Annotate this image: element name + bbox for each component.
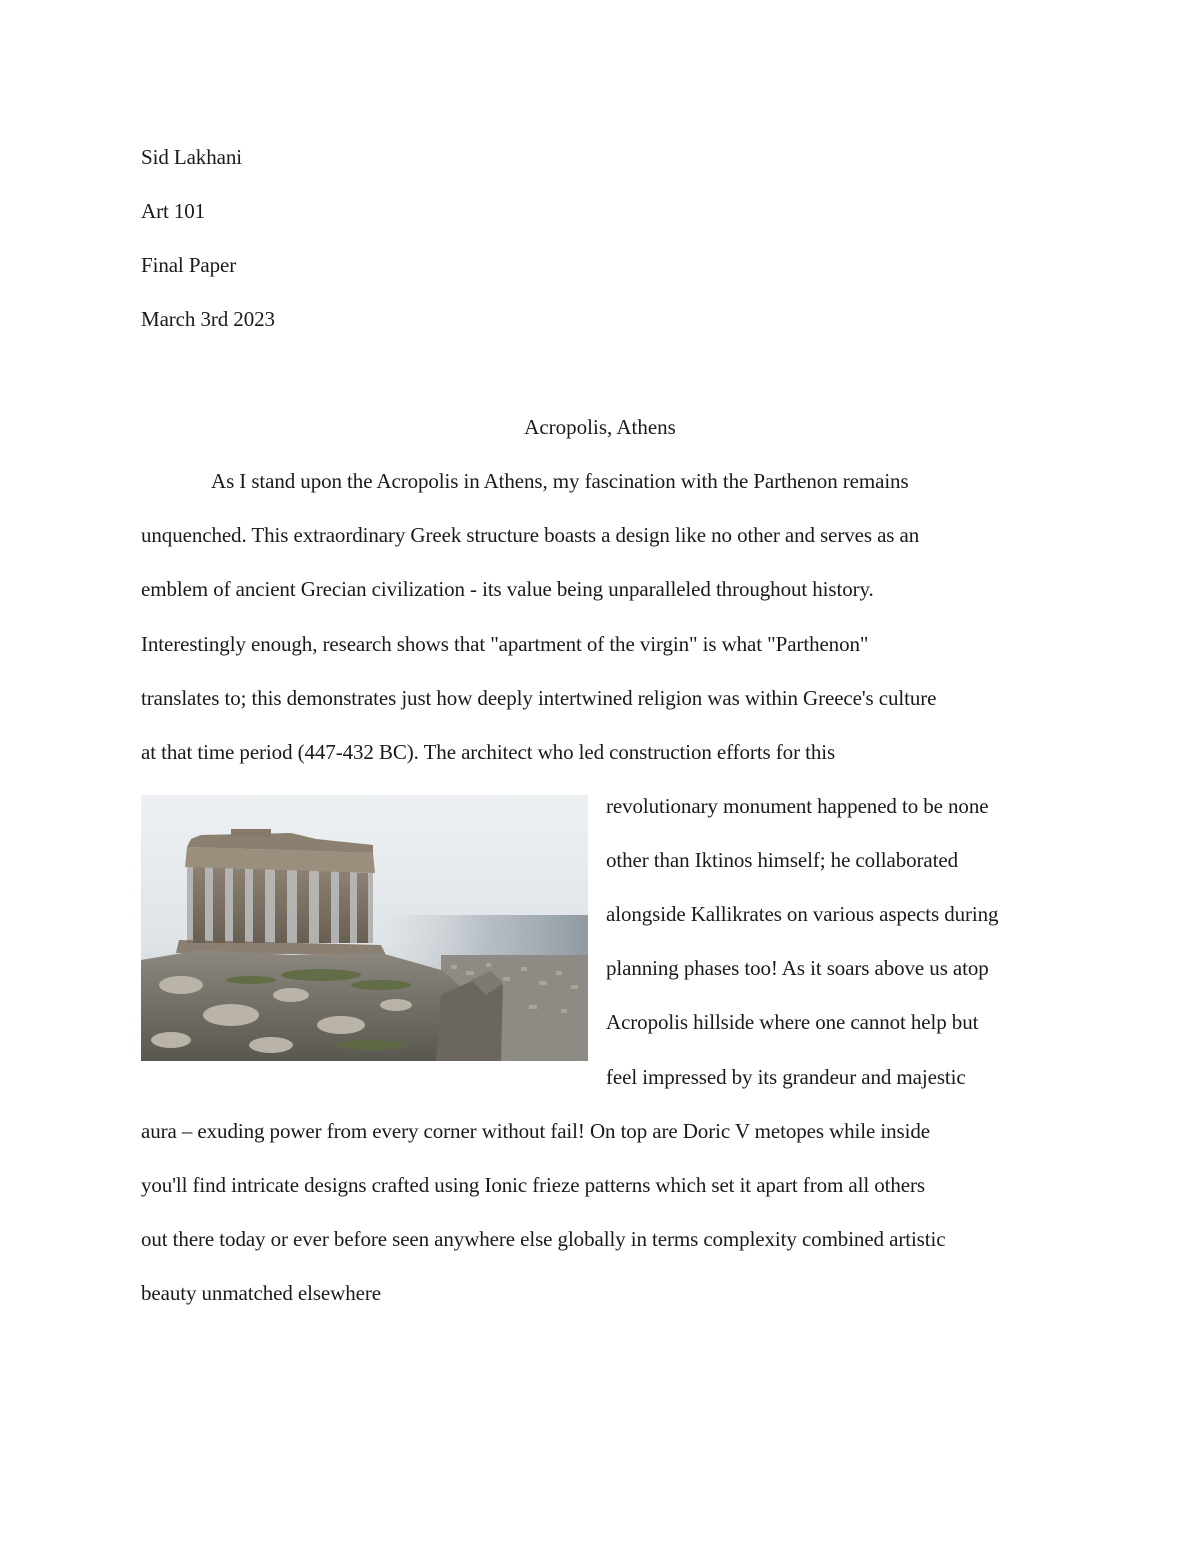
body-line: aura – exuding power from every corner without fail! On top are Doric V metopes while inside <box>141 1119 930 1143</box>
body-line: emblem of ancient Grecian civilization - its value being unparalleled throughout history. <box>141 577 874 601</box>
paper-date: March 3rd 2023 <box>141 307 275 331</box>
body-line: beauty unmatched elsewhere <box>141 1281 381 1305</box>
body-line: unquenched. This extraordinary Greek structure boasts a design like no other and serves as an <box>141 523 920 547</box>
author-name: Sid Lakhani <box>141 145 242 169</box>
body-line: alongside Kallikrates on various aspects during <box>606 902 999 926</box>
body-line: Acropolis hillside where one cannot help but <box>606 1010 979 1034</box>
body-line: As I stand upon the Acropolis in Athens, my fascination with the Parthenon remains <box>211 469 909 493</box>
body-line: you'll find intricate designs crafted using Ionic frieze patterns which set it apart from all others <box>141 1173 925 1197</box>
body-line: feel impressed by its grandeur and majestic <box>606 1065 966 1089</box>
paper-title: Acropolis, Athens <box>524 415 676 439</box>
body-line: Interestingly enough, research shows that "apartment of the virgin" is what "Parthenon" <box>141 632 869 656</box>
parthenon-photo <box>141 795 588 1061</box>
course-name: Art 101 <box>141 199 206 223</box>
body-line: at that time period (447-432 BC). The architect who led construction efforts for this <box>141 740 836 764</box>
body-line: planning phases too! As it soars above us atop <box>606 956 989 980</box>
body-line: revolutionary monument happened to be none <box>606 794 989 818</box>
body-line: other than Iktinos himself; he collaborated <box>606 848 959 872</box>
body-line: translates to; this demonstrates just how deeply intertwined religion was within Greece's culture <box>141 686 937 710</box>
body-line: out there today or ever before seen anywhere else globally in terms complexity combined artistic <box>141 1227 946 1251</box>
assignment-name: Final Paper <box>141 253 237 277</box>
